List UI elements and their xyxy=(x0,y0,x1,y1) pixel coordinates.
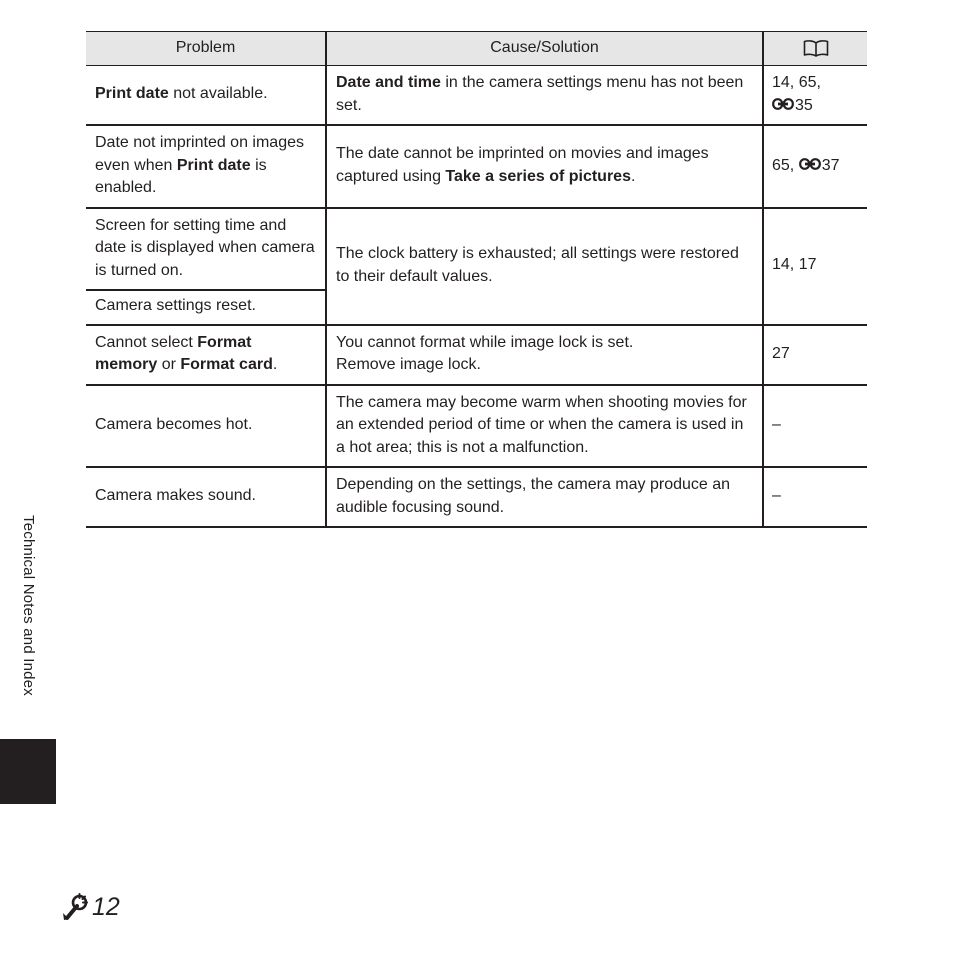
problem-cell: Camera becomes hot. xyxy=(86,385,326,468)
page-number-text: 12 xyxy=(92,892,120,921)
reference-cell: 14, 17 xyxy=(763,208,867,325)
table-row xyxy=(86,467,867,527)
solution-cell: Date and time in the camera settings menu has not been set. xyxy=(326,66,763,126)
page-number xyxy=(60,890,120,924)
header-cause-solution: Cause/Solution xyxy=(326,32,763,66)
problem-cell: Print date not available. xyxy=(86,66,326,126)
table-row xyxy=(86,66,867,126)
table-row xyxy=(86,325,867,385)
header-reference xyxy=(763,32,867,66)
solution-cell: The camera may become warm when shooting movies for an extended period of time or when the camera is used in a hot area; this is not a malfunction. xyxy=(326,385,763,468)
chain-link-icon xyxy=(799,157,821,171)
section-label: Technical Notes and Index xyxy=(20,515,37,696)
table-row xyxy=(86,385,867,468)
problem-cell: Screen for setting time and date is displayed when camera is turned on. xyxy=(86,208,326,291)
header-problem: Problem xyxy=(86,32,326,66)
problem-cell-secondary: Camera settings reset. xyxy=(86,290,326,325)
solution-cell: The date cannot be imprinted on movies and images captured using Take a series of pictures. xyxy=(326,125,763,208)
table-header-row xyxy=(86,32,867,66)
table-row xyxy=(86,125,867,208)
reference-cell: – xyxy=(763,467,867,527)
reference-cell: 65, 37 xyxy=(763,125,867,208)
reference-cell: – xyxy=(763,385,867,468)
solution-cell: You cannot format while image lock is set. Remove image lock. xyxy=(326,325,763,385)
problem-cell: Cannot select Format memory or Format card. xyxy=(86,325,326,385)
tools-reference-icon xyxy=(60,892,90,922)
solution-cell: Depending on the settings, the camera may produce an audible focusing sound. xyxy=(326,467,763,527)
solution-cell: The clock battery is exhausted; all settings were restored to their default values. xyxy=(326,208,763,325)
chain-link-icon xyxy=(772,97,794,111)
troubleshooting-table xyxy=(86,31,867,528)
reference-cell: 27 xyxy=(763,325,867,385)
table-row xyxy=(86,208,867,291)
section-tab xyxy=(0,739,56,804)
reference-cell: 14, 65, 35 xyxy=(763,66,867,126)
problem-cell: Date not imprinted on images even when Print date is enabled. xyxy=(86,125,326,208)
problem-cell: Camera makes sound. xyxy=(86,467,326,527)
book-icon xyxy=(803,39,829,57)
